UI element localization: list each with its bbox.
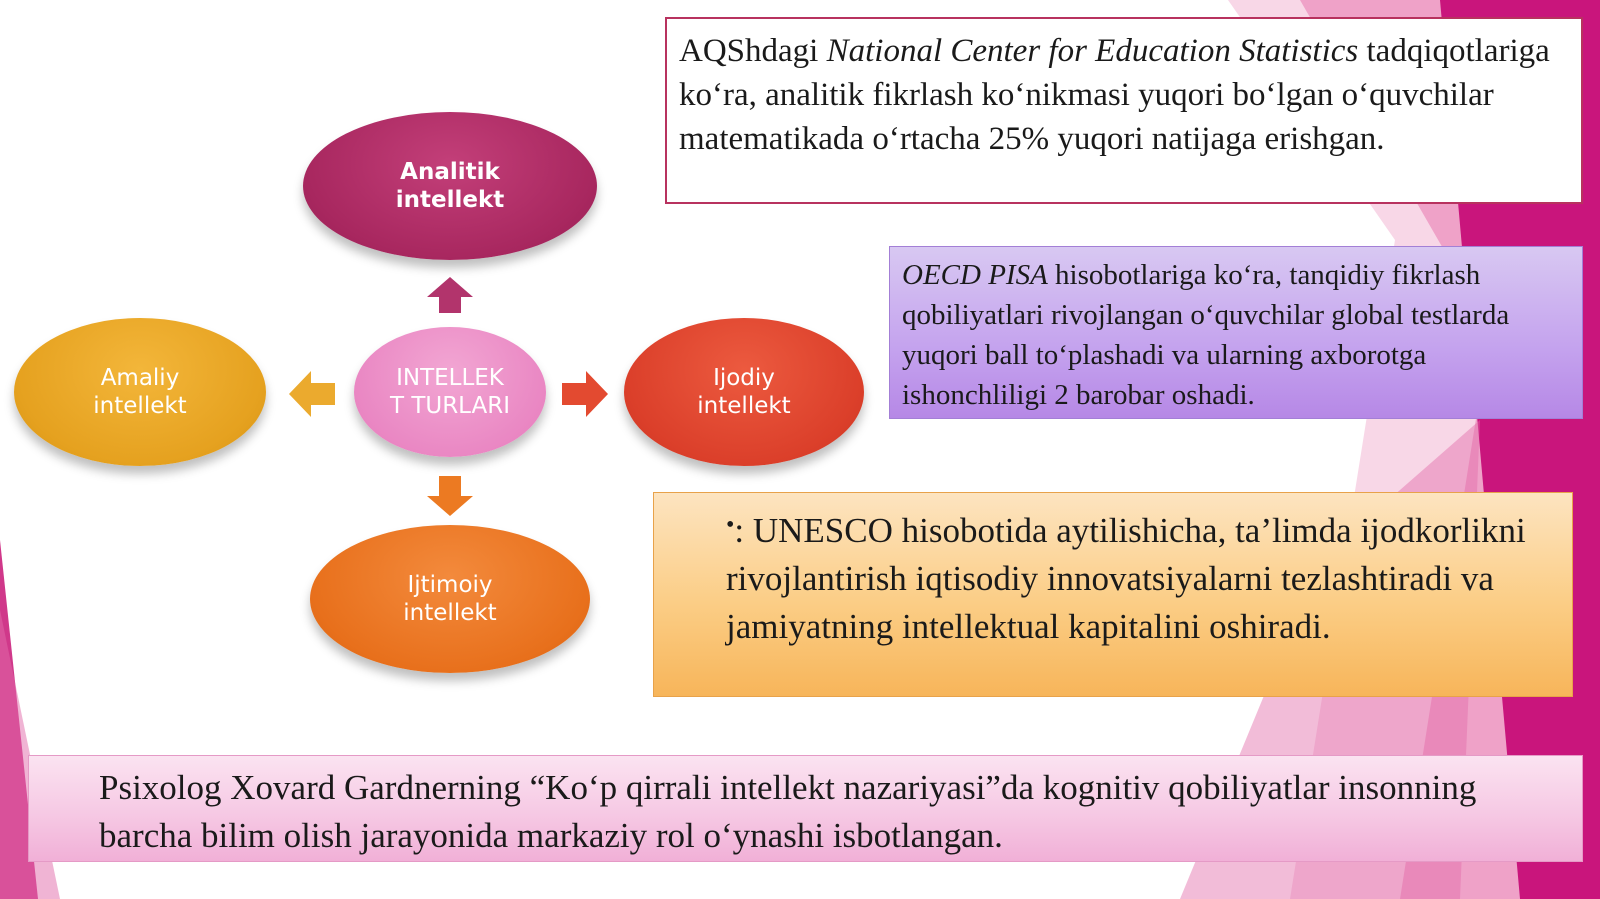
pisa-text-box — [889, 246, 1583, 419]
ijtimoiy-intellekt-label: Ijtimoiy intellekt — [403, 572, 497, 626]
ijodiy-intellekt-node — [624, 318, 864, 466]
arrow-down-icon — [425, 468, 475, 518]
nces-text-box — [665, 17, 1583, 204]
arrow-up-icon — [425, 275, 475, 325]
unesco-text: : UNESCO hisobotida aytilishicha, ta’limda ijodkorlikni rivojlantirish iqtisodiy innovatsiyalarni tezlashtiradi va jamiyatning intellektual kapitalini oshiradi. — [726, 511, 1526, 646]
center-node — [354, 327, 546, 457]
pisa-title: OECD PISA — [902, 259, 1048, 291]
nces-text: tadqiqotlariga ko‘ra, analitik fikrlash ko‘nikmasi yuqori bo‘lgan o‘quvchilar matematikada o‘rtacha 25% yuqori natijaga erishgan. — [679, 33, 1550, 157]
amaliy-intellekt-node — [14, 318, 266, 466]
ijtimoiy-intellekt-node — [310, 525, 590, 673]
gardner-text: Psixolog Xovard Gardnerning “Ko‘p qirrali intellekt nazariyasi”da kognitiv qobiliyatlar insonning barcha bilim olish jarayonida markaziy rol o‘ynashi isbotlangan. — [99, 768, 1477, 855]
bullet: • — [726, 512, 735, 538]
amaliy-intellekt-label: Amaliy intellekt — [93, 365, 187, 419]
unesco-text-box — [653, 492, 1573, 697]
nces-prefix: AQShdagi — [679, 33, 827, 69]
center-label: INTELLEK T TURLARI — [389, 365, 511, 419]
arrow-right-icon — [560, 369, 610, 419]
analitik-intellekt-label: Analitik intellekt — [395, 159, 505, 213]
ijodiy-intellekt-label: Ijodiy intellekt — [697, 365, 791, 419]
arrow-left-icon — [287, 369, 337, 419]
pisa-text: hisobotlariga ko‘ra, tanqidiy fikrlash qobiliyatlari rivojlangan o‘quvchilar global testlarda yuqori ball to‘plashadi va ularning axborotga ishonchliligi 2 barobar oshadi. — [902, 259, 1510, 411]
analitik-intellekt-node — [303, 112, 597, 260]
gardner-text-box — [28, 755, 1583, 862]
nces-title: National Center for Education Statistics — [826, 33, 1359, 69]
